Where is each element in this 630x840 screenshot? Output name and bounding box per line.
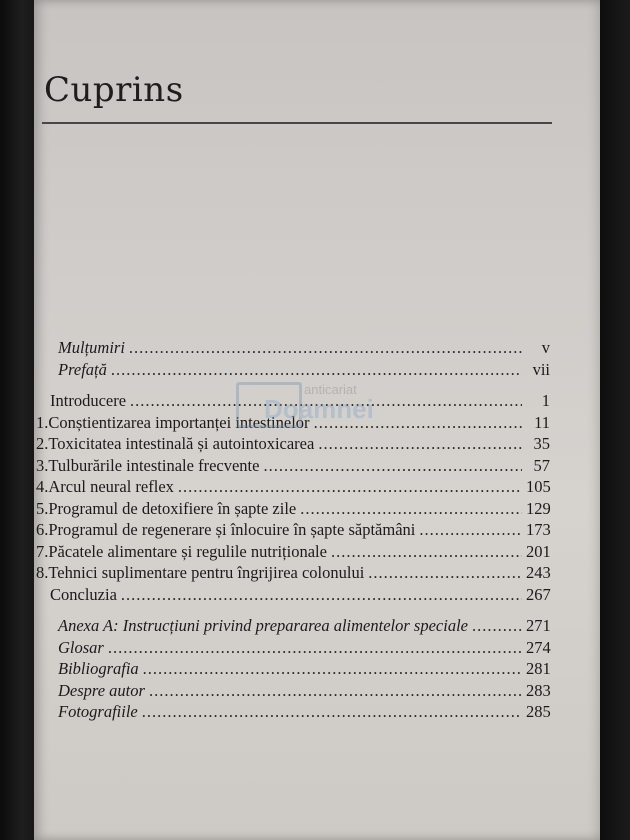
toc-entry-chapter-3 [36, 456, 550, 478]
page-title: Cuprins [44, 70, 184, 110]
dot-leader [108, 638, 522, 658]
dot-leader [111, 360, 522, 380]
toc-entry-page: 173 [526, 520, 551, 539]
toc-entry-page: 285 [526, 702, 551, 721]
toc-entry-page: 283 [526, 680, 551, 700]
toc-entry-chapter-7 [36, 542, 550, 564]
dot-leader [121, 585, 522, 605]
dot-leader [314, 413, 522, 433]
toc-entry-back-3 [36, 681, 550, 703]
dot-leader [129, 338, 522, 358]
toc-entry-chapter-5 [36, 499, 550, 521]
toc-entry-title: Programul de detoxifiere în șapte zile [48, 498, 297, 518]
toc-entry-chapter-1 [36, 413, 550, 435]
toc-entry-page: 271 [526, 616, 551, 635]
chapter-number: 6. [36, 520, 49, 539]
toc-entry-title: Anexa A: Instrucțiuni privind prepararea alimentelor speciale [58, 616, 468, 635]
toc-entry-title: Glosar [58, 637, 104, 657]
dot-leader [178, 477, 522, 497]
toc-entry-chapter-8 [36, 563, 550, 585]
table-of-contents [36, 338, 550, 724]
toc-entry-title: Bibliografia [58, 659, 139, 678]
watermark-big-text: Doamnei [264, 394, 374, 424]
toc-entry-chapter-0 [36, 391, 550, 413]
toc-entry-front-1 [36, 360, 550, 382]
chapter-number: 1. [36, 412, 49, 432]
toc-entry-title: Conștientizarea importanței intestinelor [48, 412, 310, 432]
page-shadow-edge [600, 0, 630, 840]
toc-entry-front-0 [36, 338, 550, 360]
toc-entry-page: 129 [526, 498, 551, 518]
dot-leader [368, 563, 522, 583]
toc-entry-title: Toxicitatea intestinală și autointoxicarea [48, 434, 315, 453]
toc-entry-title: Păcatele alimentare și regulile nutriționale [48, 541, 327, 561]
toc-entry-page: 243 [526, 563, 551, 582]
toc-entry-title: Arcul neural reflex [48, 477, 174, 496]
dot-leader [130, 391, 522, 411]
chapter-number: 7. [36, 541, 49, 561]
title-underline [42, 122, 552, 124]
toc-entry-page: 281 [526, 659, 551, 678]
toc-entry-page: 1 [541, 391, 550, 410]
chapter-number: 8. [36, 563, 49, 582]
dot-leader [143, 659, 522, 679]
toc-entry-page: 35 [533, 434, 550, 453]
dot-leader [331, 542, 522, 562]
toc-entry-title: Tehnici suplimentare pentru îngrijirea colonului [48, 563, 365, 582]
toc-entry-title: Introducere [50, 391, 127, 410]
toc-entry-title: Mulțumiri [58, 338, 125, 357]
toc-entry-chapter-9 [36, 585, 550, 607]
toc-entry-page: 57 [533, 455, 550, 475]
dot-leader [318, 434, 522, 454]
toc-entry-title: Fotografiile [58, 702, 138, 721]
chapter-number: 4. [36, 477, 49, 496]
toc-entry-chapter-6 [36, 520, 550, 542]
dot-leader [263, 456, 522, 476]
toc-entry-back-1 [36, 638, 550, 660]
toc-entry-chapter-4 [36, 477, 550, 499]
chapter-number: 3. [36, 455, 49, 475]
dot-leader [142, 702, 522, 722]
toc-entry-title: Programul de regenerare și înlocuire în șapte săptămâni [48, 520, 416, 539]
toc-entry-page: 267 [526, 584, 551, 604]
dot-leader [472, 616, 522, 636]
toc-entry-page: 201 [526, 541, 551, 561]
toc-entry-page: 105 [526, 477, 551, 496]
toc-entry-title: Prefață [58, 359, 107, 379]
toc-entry-title: Despre autor [58, 680, 145, 700]
toc-entry-page: 11 [534, 412, 550, 432]
toc-entry-page: vii [532, 359, 550, 379]
watermark-small-text: anticariat [304, 382, 357, 397]
dot-leader [149, 681, 522, 701]
toc-entry-title: Concluzia [50, 584, 117, 604]
toc-entry-back-0 [36, 616, 550, 638]
toc-entry-back-4 [36, 702, 550, 724]
toc-entry-page: v [541, 338, 550, 357]
dot-leader [300, 499, 522, 519]
chapter-number: 2. [36, 434, 49, 453]
dot-leader [419, 520, 522, 540]
toc-entry-chapter-2 [36, 434, 550, 456]
toc-entry-title: Tulburările intestinale frecvente [48, 455, 260, 475]
toc-entry-page: 274 [526, 637, 551, 657]
chapter-number: 5. [36, 498, 49, 518]
toc-entry-back-2 [36, 659, 550, 681]
